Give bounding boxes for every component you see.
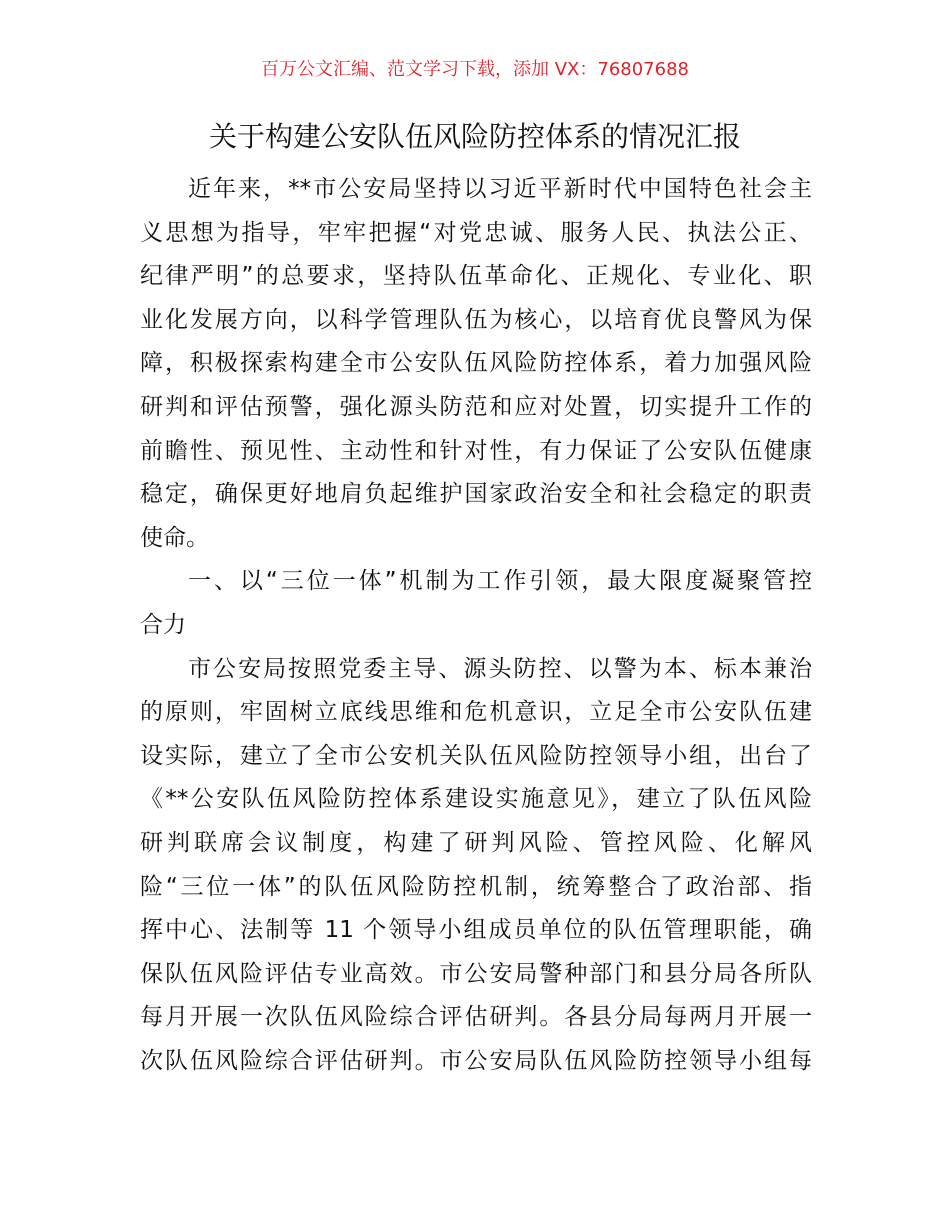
paragraph-line: 挥中心、法制等 11 个领导小组成员单位的队伍管理职能，确 <box>140 917 812 944</box>
paragraph-line: 险“三位一体”的队伍风险防控机制，统筹整合了政治部、指 <box>140 873 812 900</box>
section-heading-line: 合力 <box>140 611 186 638</box>
paragraph-line: 业化发展方向，以科学管理队伍为核心，以培育优良警风为保 <box>140 306 812 333</box>
paragraph-line: 的原则，牢固树立底线思维和危机意识，立足全市公安队伍建 <box>140 699 812 726</box>
paragraph-line: 设实际，建立了全市公安机关队伍风险防控领导小组，出台了 <box>140 742 812 769</box>
paragraph-line: 研判联席会议制度，构建了研判风险、管控风险、化解风 <box>140 829 812 856</box>
paragraph-line: 每月开展一次队伍风险综合评估研判。各县分局每两月开展一 <box>140 1004 812 1031</box>
paragraph-line: 近年来，**市公安局坚持以习近平新时代中国特色社会主 <box>188 176 812 202</box>
paragraph-line: 研判和评估预警，强化源头防范和应对处置，切实提升工作的 <box>140 393 812 420</box>
paragraph-line: 义思想为指导，牢牢把握“对党忠诚、服务人民、执法公正、 <box>140 219 812 246</box>
document-body <box>140 168 812 1083</box>
paragraph-line: 市公安局按照党委主导、源头防控、以警为本、标本兼治 <box>188 655 812 682</box>
section-heading-line: 一、以“三位一体”机制为工作引领，最大限度凝聚管控 <box>188 568 812 595</box>
document-title: 关于构建公安队伍风险防控体系的情况汇报 <box>208 120 741 153</box>
paragraph-line: 使命。 <box>140 524 209 551</box>
watermark-header: 百万公文汇编、范文学习下载，添加 VX：76807688 <box>261 59 689 80</box>
paragraph-line: 稳定，确保更好地肩负起维护国家政治安全和社会稳定的职责 <box>140 481 812 508</box>
paragraph-line: 《**公安队伍风险防控体系建设实施意见》，建立了队伍风险 <box>140 786 812 813</box>
paragraph-line: 障，积极探索构建全市公安队伍风险防控体系，着力加强风险 <box>140 350 812 377</box>
paragraph-line: 保队伍风险评估专业高效。市公安局警种部门和县分局各所队 <box>140 960 812 987</box>
paragraph-line: 次队伍风险综合评估研判。市公安局队伍风险防控领导小组每 <box>140 1047 812 1074</box>
paragraph-line: 纪律严明”的总要求，坚持队伍革命化、正规化、专业化、职 <box>140 263 812 290</box>
paragraph-line: 前瞻性、预见性、主动性和针对性，有力保证了公安队伍健康 <box>140 437 812 464</box>
